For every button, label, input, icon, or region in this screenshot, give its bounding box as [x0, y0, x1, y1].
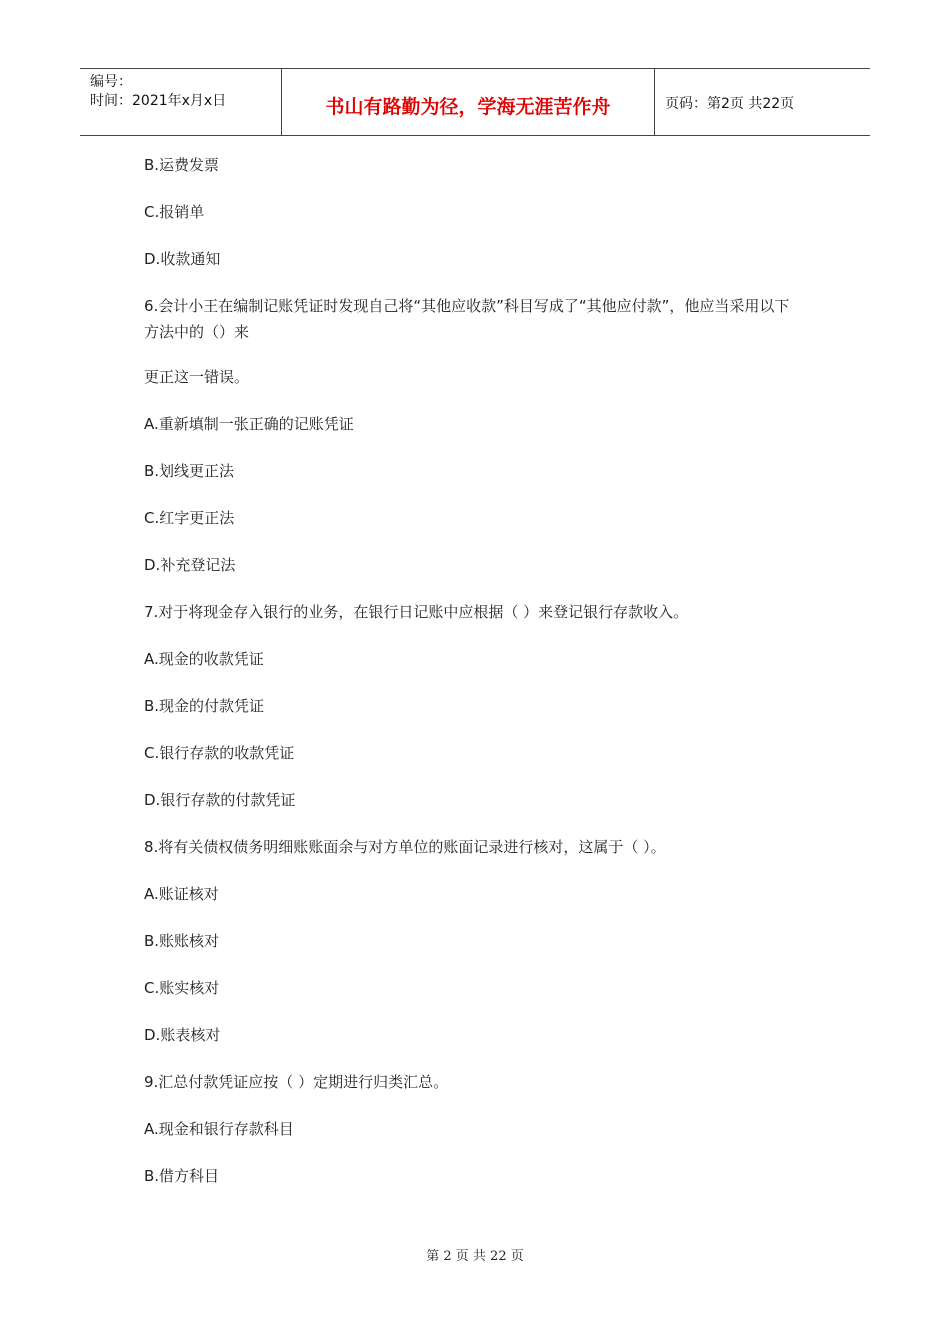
- option-line: A.现金的收款凭证: [144, 650, 264, 668]
- option-line: A.现金和银行存款科目: [144, 1120, 294, 1138]
- option-line: B.账账核对: [144, 932, 220, 950]
- option-line: B.现金的付款凭证: [144, 697, 265, 715]
- option-line: A.重新填制一张正确的记账凭证: [144, 415, 354, 433]
- option-line: C.红字更正法: [144, 509, 235, 527]
- option-line: C.银行存款的收款凭证: [144, 744, 295, 762]
- option-line: D.收款通知: [144, 250, 221, 268]
- option-line: B.划线更正法: [144, 462, 235, 480]
- header-meta: [80, 69, 281, 135]
- question-continuation: 更正这一错误。: [144, 368, 250, 386]
- option-line: D.补充登记法: [144, 556, 236, 574]
- number-label: 编号：: [90, 74, 132, 90]
- page-footer: 第 2 页 共 22 页: [426, 1249, 524, 1264]
- document-body: [144, 152, 804, 1210]
- option-line: B.借方科目: [144, 1167, 220, 1185]
- question-line: 6.会计小王在编制记账凭证时发现自己将“其他应收款”科目写成了“其他应付款”，他应当采用以下方法中的（）来: [144, 297, 790, 341]
- question-line: 9.汇总付款凭证应按（ ）定期进行归类汇总。: [144, 1073, 449, 1091]
- question-line: 8.将有关债权债务明细账账面余与对方单位的账面记录进行核对，这属于（ ）。: [144, 838, 666, 856]
- header-motto: 书山有路勤为径，学海无涯苦作舟: [281, 69, 655, 135]
- header-page-code: 页码：第2页 共22页: [665, 96, 795, 112]
- option-line: D.账表核对: [144, 1026, 221, 1044]
- option-line: D.银行存款的付款凭证: [144, 791, 296, 809]
- option-line: A.账证核对: [144, 885, 219, 903]
- option-line: C.报销单: [144, 203, 205, 221]
- question-line: 7.对于将现金存入银行的业务，在银行日记账中应根据（ ）来登记银行存款收入。: [144, 603, 689, 621]
- page-header: [80, 68, 870, 136]
- option-line: B.运费发票: [144, 156, 220, 174]
- time-label: 时间：2021年x月x日: [90, 93, 227, 109]
- option-line: C.账实核对: [144, 979, 220, 997]
